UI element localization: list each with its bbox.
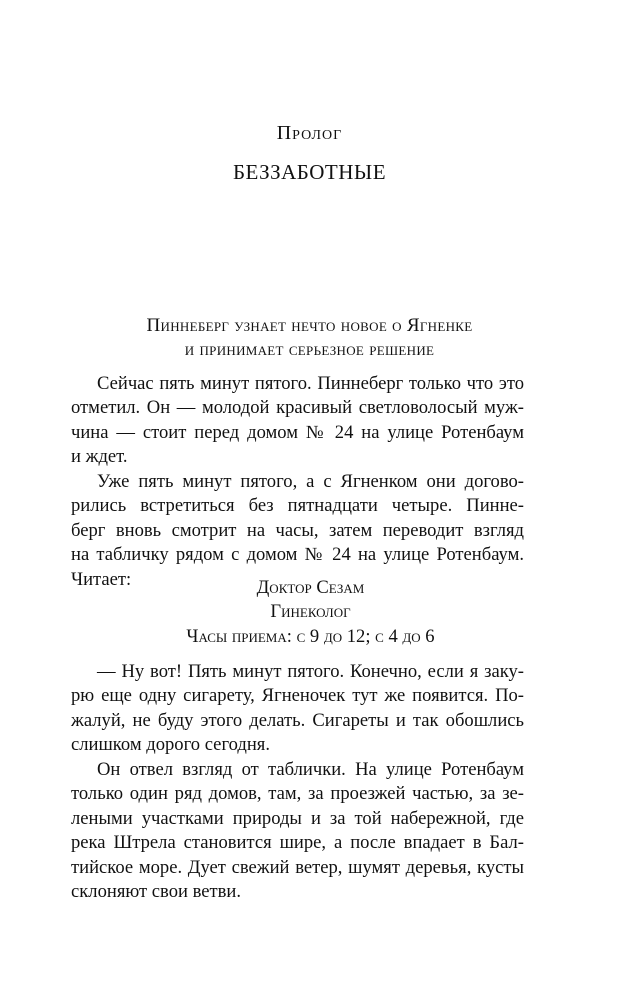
text-line: склоняют свои ветви. bbox=[71, 881, 242, 903]
text-line: рю еще одну сигарету, Ягненочек тут же появится. По- bbox=[71, 685, 524, 707]
sign-line-doctor: Доктор Сезам bbox=[256, 577, 365, 598]
text-line: Сейчас пять минут пятого. Пиннеберг только что это bbox=[97, 373, 524, 394]
text-line: и ждет. bbox=[71, 446, 128, 468]
text-line: отметил. Он — молодой красивый светловолосый муж- bbox=[71, 397, 524, 419]
text-line: леными участками природы и за той набережной, где bbox=[71, 807, 524, 829]
text-line: чина — стоит перед домом № 24 на улице Ротенбаум bbox=[71, 421, 524, 443]
part-title: Пролог bbox=[276, 122, 343, 144]
paragraph-2 bbox=[71, 470, 524, 592]
paragraph-4 bbox=[71, 758, 524, 904]
chapter-heading-line-1: Пиннеберг узнает нечто новое о Ягненке bbox=[146, 315, 473, 336]
text-line: слишком дорого сегодня. bbox=[71, 734, 270, 756]
text-line: жалуй, не буду этого делать. Сигареты и так обошлись bbox=[71, 709, 524, 731]
text-line: река Штрела становится шире, а после впадает в Бал- bbox=[71, 832, 524, 854]
sign-line-specialty: Гинеколог bbox=[270, 601, 351, 623]
text-line: — Ну вот! Пять минут пятого. Конечно, если я заку- bbox=[97, 661, 524, 682]
text-line: только один ряд домов, там, за проезжей частью, за зе- bbox=[71, 783, 524, 805]
part-subtitle: БЕЗЗАБОТНЫЕ bbox=[232, 160, 387, 184]
text-line: Уже пять минут пятого, а с Ягненком они догово- bbox=[97, 471, 524, 492]
paragraph-3 bbox=[71, 660, 524, 758]
chapter-heading-line-2: и принимает серьезное решение bbox=[184, 339, 435, 360]
doctor-sign bbox=[97, 576, 524, 649]
text-line: Читает: bbox=[71, 568, 132, 590]
text-line: рились встретиться без пятнадцати четыре. Пинне- bbox=[71, 495, 524, 517]
sign-line-hours: Часы приема: с 9 до 12; с 4 до 6 bbox=[186, 625, 435, 647]
text-line: Он отвел взгляд от таблички. На улице Ротенбаум bbox=[97, 759, 524, 780]
paragraph-1 bbox=[71, 372, 524, 470]
text-line: берг вновь смотрит на часы, затем переводит взгляд bbox=[71, 519, 524, 541]
text-line: на табличку рядом с домом № 24 на улице Ротенбаум. bbox=[71, 544, 524, 566]
chapter-heading bbox=[0, 314, 619, 362]
text-line: тийское море. Дует свежий ветер, шумят деревья, кусты bbox=[71, 856, 524, 878]
